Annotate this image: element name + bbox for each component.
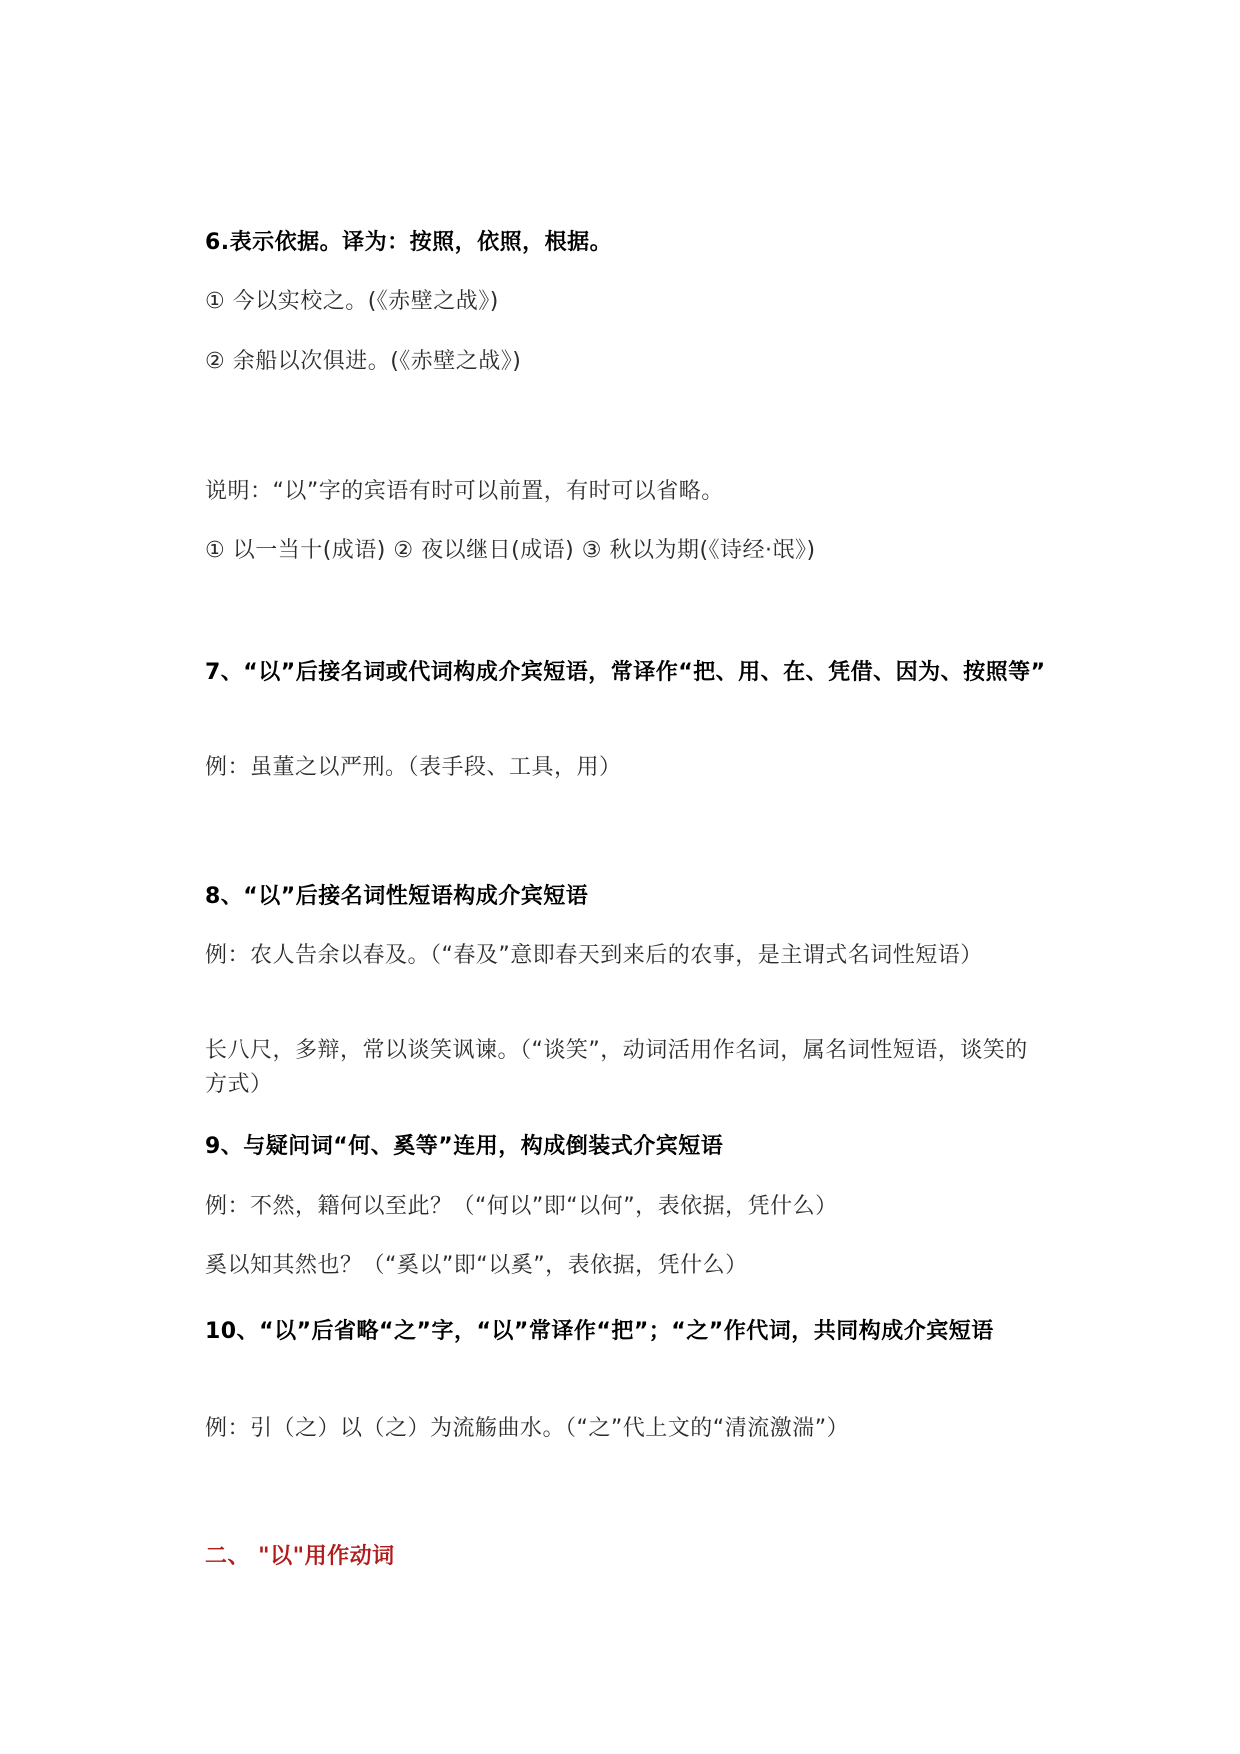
example-6-1: ① 今以实校之。(《赤壁之战》)	[205, 289, 499, 314]
heading-8: 8、“以”后接名词性短语构成介宾短语	[205, 884, 589, 909]
note-examples: ① 以一当十(成语) ② 夜以继日(成语) ③ 秋以为期(《诗经·氓》)	[205, 538, 816, 563]
example-10: 例：引（之）以（之）为流觞曲水。（“之”代上文的“清流激湍”）	[205, 1416, 850, 1441]
heading-7: 7、“以”后接名词或代词构成介宾短语，常译作“把、用、在、凭借、因为、按照等”	[205, 660, 1046, 685]
heading-10: 10、“以”后省略“之”字，“以”常译作“把”；“之”作代词，共同构成介宾短语	[205, 1319, 994, 1344]
example-6-2: ② 余船以次俱进。(《赤壁之战》)	[205, 349, 522, 374]
example-9-2: 奚以知其然也？（“奚以”即“以奚”，表依据，凭什么）	[205, 1253, 748, 1278]
heading-9: 9、与疑问词“何、奚等”连用，构成倒装式介宾短语	[205, 1134, 724, 1159]
note-text: 说明：“以”字的宾语有时可以前置，有时可以省略。	[205, 479, 724, 504]
example-8-1: 例：农人告余以春及。（“春及”意即春天到来后的农事，是主谓式名词性短语）	[205, 943, 983, 968]
example-8-2: 长八尺，多辩，常以谈笑讽谏。（“谈笑”，动词活用作名词，属名词性短语，谈笑的方式）	[205, 1038, 1028, 1097]
section-heading-2: 二、 "以"用作动词	[205, 1544, 395, 1569]
heading-6: 6.表示依据。译为：按照，依照，根据。	[205, 230, 613, 255]
example-9-1: 例：不然，籍何以至此？（“何以”即“以何”，表依据，凭什么）	[205, 1194, 838, 1219]
example-7: 例：虽董之以严刑。（表手段、工具，用）	[205, 755, 622, 780]
